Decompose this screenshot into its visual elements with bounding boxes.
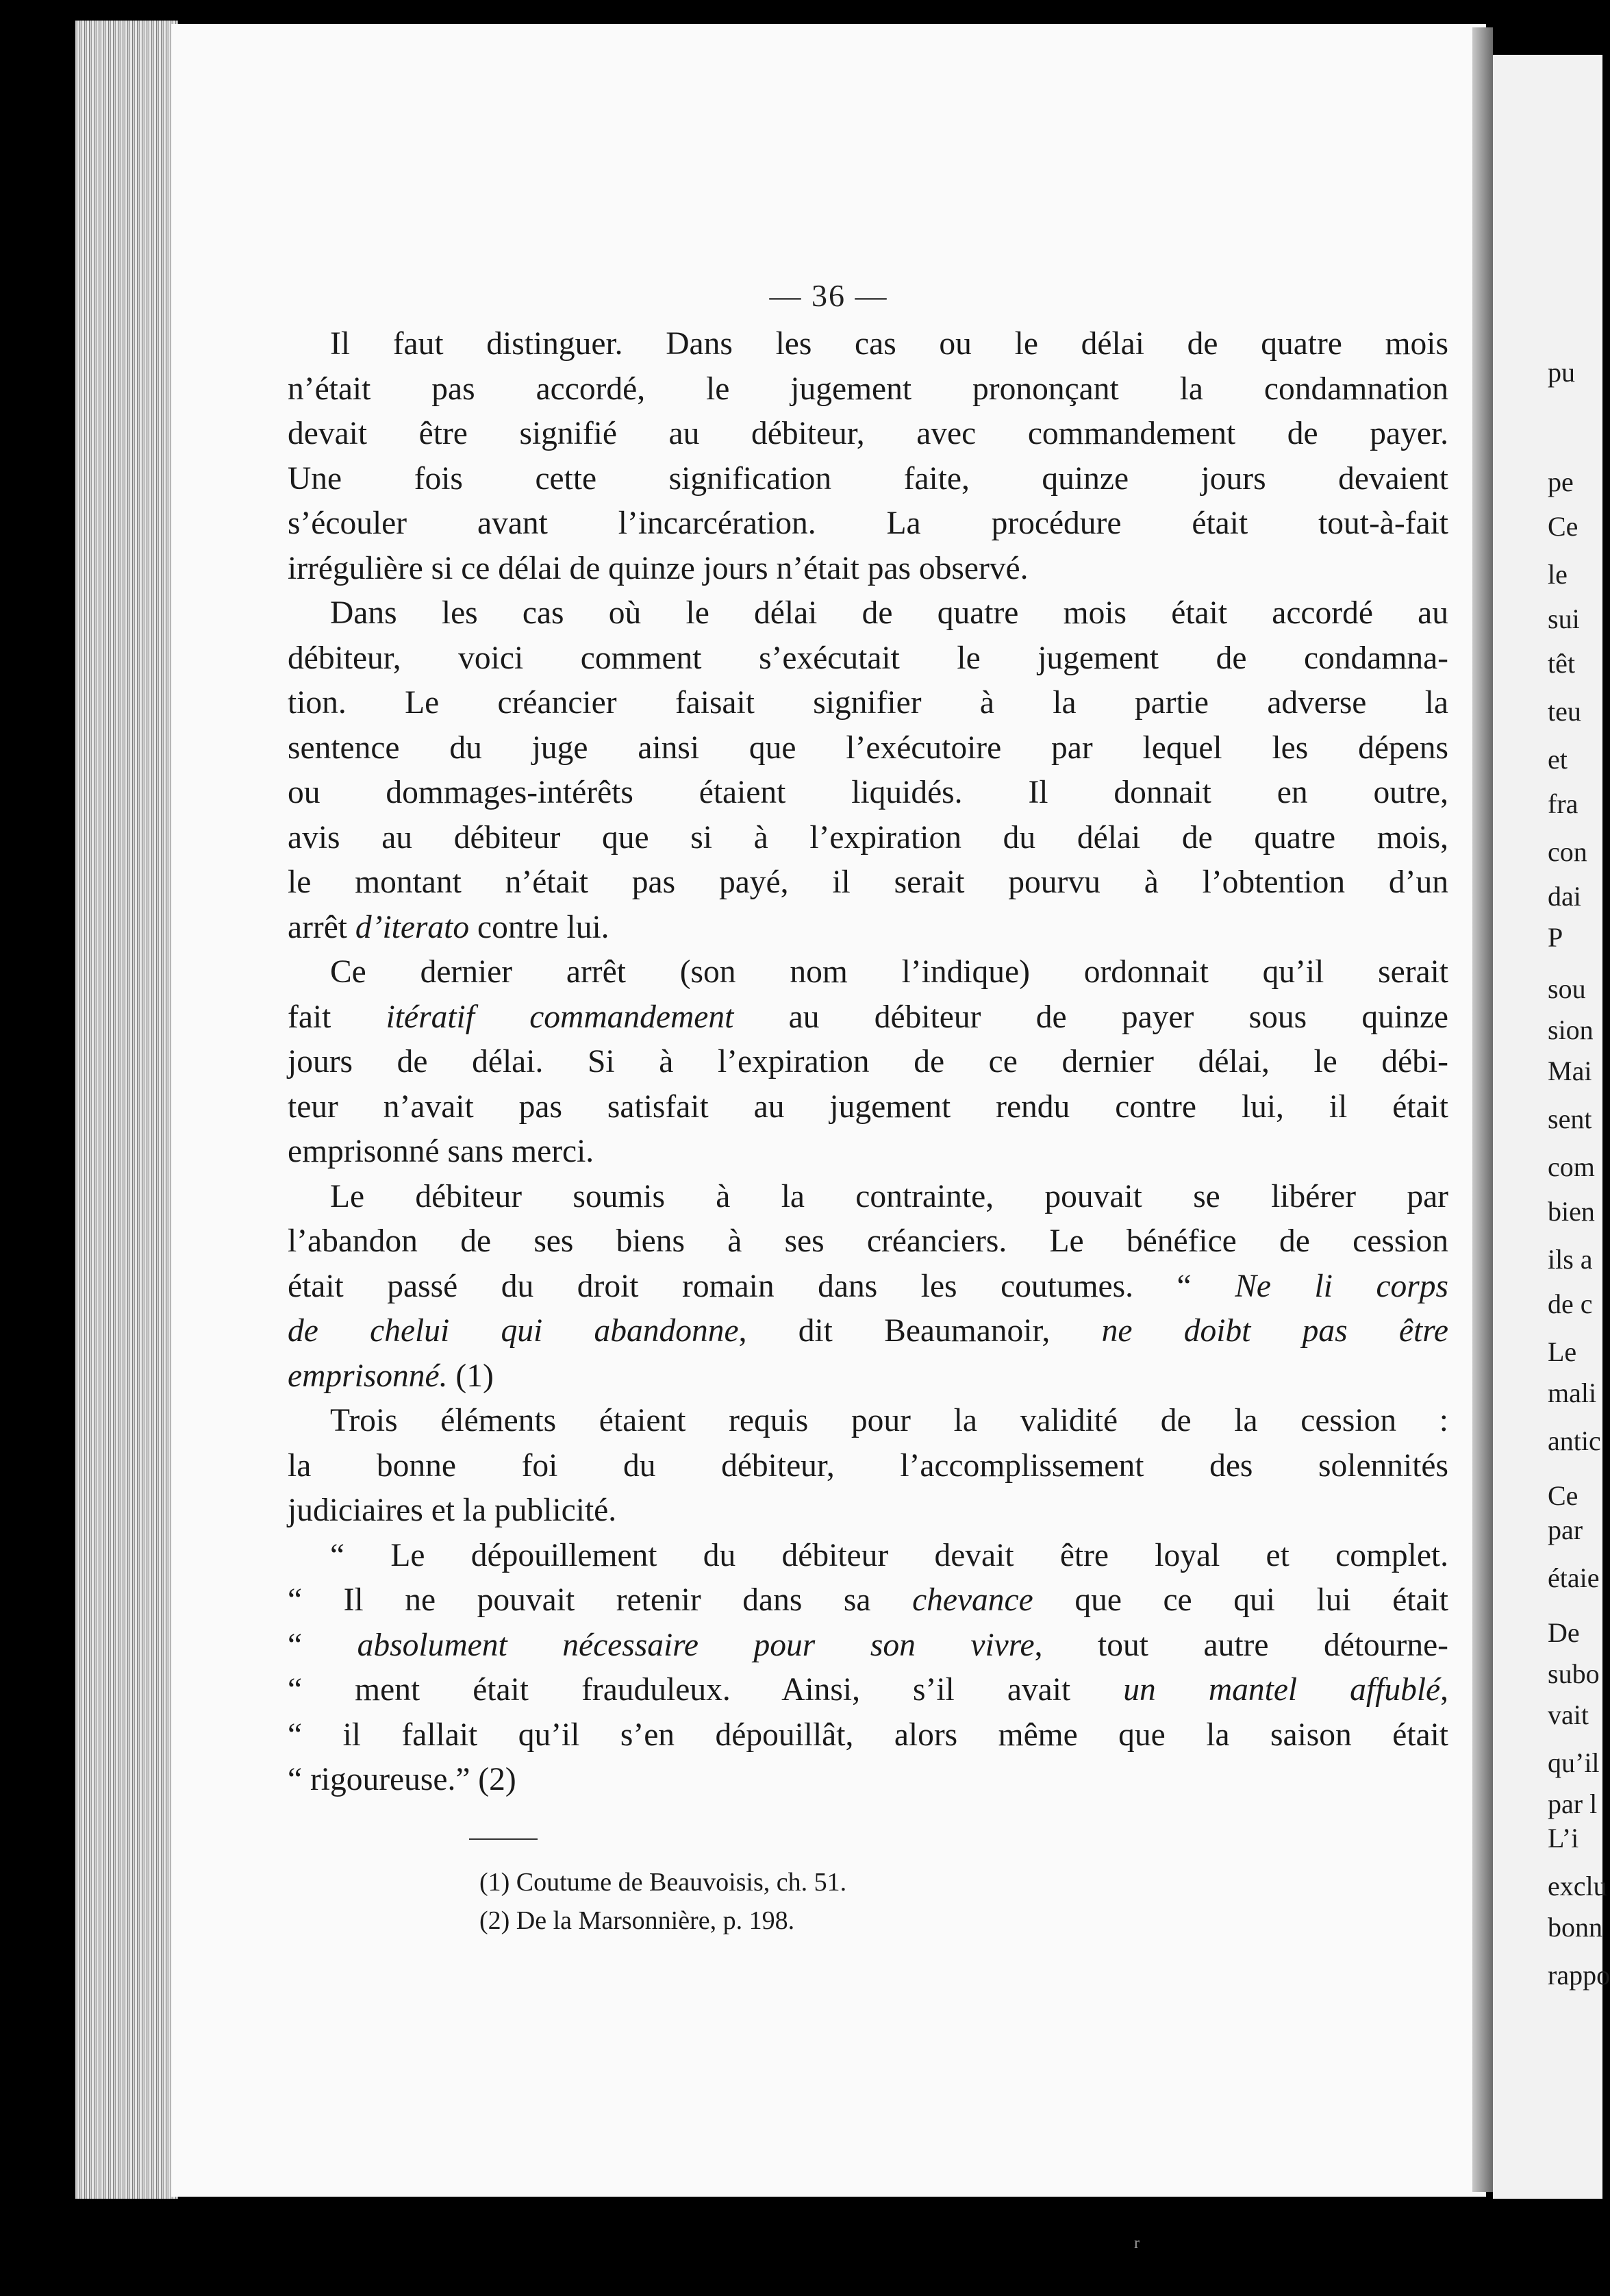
adjacent-page-fragment: par l <box>1548 1788 1598 1819</box>
adjacent-page-fragment: Ce <box>1548 1480 1578 1511</box>
text-line: “ Il ne pouvait retenir dans sa chevance que ce qui lui était <box>288 1582 1448 1618</box>
adjacent-page-fragment: rappo <box>1548 1960 1610 1991</box>
text-line: “ rigoureuse.” (2) <box>288 1762 516 1797</box>
adjacent-page-fragment: L’i <box>1548 1823 1579 1854</box>
text-line: la bonne foi du débiteur, l’accomplissement des solennités <box>288 1447 1448 1484</box>
footnote-divider <box>469 1838 538 1840</box>
text-line: arrêt d’iterato contre lui. <box>288 909 609 945</box>
text-line: judiciaires et la publicité. <box>288 1493 617 1528</box>
adjacent-page-fragment: De <box>1548 1617 1580 1648</box>
text-line: teur n’avait pas satisfait au jugement rendu contre lui, il était <box>288 1088 1448 1125</box>
text-line: “ Le dépouillement du débiteur devait être loyal et complet. <box>330 1537 1448 1573</box>
text-line: irrégulière si ce délai de quinze jours n’était pas observé. <box>288 550 1029 586</box>
page-number: — 36 — <box>769 278 888 313</box>
adjacent-page-fragment: com <box>1548 1151 1595 1182</box>
footnote-1: (1) Coutume de Beauvoisis, ch. 51. <box>479 1868 847 1897</box>
adjacent-page-fragment: par <box>1548 1514 1583 1545</box>
text-line: de chelui qui abandonne, dit Beaumanoir, ne doibt pas être <box>288 1313 1449 1349</box>
text-line: ou dommages-intérêts étaient liquidés. Il donnait en outre, <box>288 775 1448 810</box>
adjacent-page-fragment: Mai <box>1548 1056 1592 1086</box>
body-text <box>288 322 1448 1803</box>
adjacent-page-fragment: pu <box>1548 357 1575 388</box>
text-line: le montant n’était pas payé, il serait pourvu à l’obtention d’un <box>288 864 1448 900</box>
text-line: “ ment était frauduleux. Ainsi, s’il avait un mantel affublé, <box>288 1672 1448 1708</box>
adjacent-page-fragment: Ce <box>1548 511 1578 542</box>
adjacent-page-fragment: bien <box>1548 1196 1595 1227</box>
footnote-2: (2) De la Marsonnière, p. 198. <box>479 1906 795 1935</box>
text-line: emprisonné. (1) <box>288 1358 494 1394</box>
text-line: “ il fallait qu’il s’en dépouillât, alors même que la saison était <box>288 1717 1448 1753</box>
text-line: Une fois cette signification faite, quinze jours devaient <box>288 460 1448 497</box>
text-line: Ce dernier arrêt (son nom l’indique) ordonnait qu’il serait <box>330 954 1448 990</box>
adjacent-page-fragment: ils a <box>1548 1244 1593 1275</box>
text-line: Dans les cas où le délai de quatre mois était accordé au <box>330 595 1448 631</box>
adjacent-page-fragment: sent <box>1548 1103 1592 1134</box>
adjacent-page <box>1493 55 1610 2199</box>
adjacent-page-fragment: mali <box>1548 1377 1597 1408</box>
adjacent-page-fragment: le <box>1548 559 1568 590</box>
text-line: n’était pas accordé, le jugement prononçant la condamnation <box>288 371 1448 407</box>
adjacent-page-fragment: P <box>1548 922 1563 953</box>
adjacent-page-fragment: de c <box>1548 1288 1593 1319</box>
adjacent-page-fragment: sui <box>1548 603 1580 634</box>
text-line: Le débiteur soumis à la contrainte, pouvait se libérer par <box>330 1178 1448 1214</box>
text-line: Il faut distinguer. Dans les cas ou le délai de quatre mois <box>330 326 1448 362</box>
text-line: “ absolument nécessaire pour son vivre, tout autre détourne- <box>288 1627 1448 1663</box>
adjacent-page-fragment: et <box>1548 744 1568 775</box>
text-line: s’écouler avant l’incarcération. La procédure était tout-à-fait <box>288 506 1448 541</box>
adjacent-page-fragment: étaie <box>1548 1562 1600 1593</box>
text-line: sentence du juge ainsi que l’exécutoire par lequel les dépens <box>288 729 1448 766</box>
text-line: tion. Le créancier faisait signifier à la partie adverse la <box>288 685 1448 721</box>
adjacent-page-fragment: exclu <box>1548 1871 1607 1901</box>
adjacent-page-fragment: sion <box>1548 1014 1594 1045</box>
adjacent-page-fragment: dai <box>1548 881 1581 912</box>
text-line: Trois éléments étaient requis pour la validité de la cession : <box>330 1403 1448 1438</box>
book-page-edges <box>75 21 178 2199</box>
footnotes <box>479 1863 846 1940</box>
text-line: avis au débiteur que si à l’expiration du délai de quatre mois, <box>288 819 1448 856</box>
adjacent-page-fragment: bonn <box>1548 1912 1602 1943</box>
adjacent-page-fragment: Le <box>1548 1336 1577 1367</box>
text-line: devait être signifié au débiteur, avec commandement de payer. <box>288 416 1448 451</box>
adjacent-page-fragment: antic <box>1548 1425 1601 1456</box>
text-line: débiteur, voici comment s’exécutait le jugement de condamna- <box>288 640 1448 676</box>
text-line: l’abandon de ses biens à ses créanciers. Le bénéfice de cession <box>288 1223 1448 1259</box>
text-line: emprisonné sans merci. <box>288 1134 594 1169</box>
adjacent-page-fragment: qu’il <box>1548 1747 1600 1778</box>
page-gutter-shadow <box>1472 27 1493 2192</box>
adjacent-page-fragment: fra <box>1548 788 1578 819</box>
adjacent-page-fragment: têt <box>1548 648 1575 679</box>
text-line: était passé du droit romain dans les coutumes. “ Ne li corps <box>288 1268 1448 1304</box>
stray-mark: r <box>1134 2234 1140 2252</box>
adjacent-page-fragment: con <box>1548 836 1587 867</box>
adjacent-page-fragment: pe <box>1548 466 1574 497</box>
adjacent-page-fragment: vait <box>1548 1699 1589 1730</box>
adjacent-page-fragment: sou <box>1548 973 1586 1004</box>
text-line: jours de délai. Si à l’expiration de ce dernier délai, le débi- <box>288 1044 1448 1080</box>
adjacent-page-fragment: teu <box>1548 696 1581 727</box>
text-line: fait itératif commandement au débiteur de payer sous quinze <box>288 999 1449 1035</box>
adjacent-page-fragment: subo <box>1548 1658 1600 1689</box>
